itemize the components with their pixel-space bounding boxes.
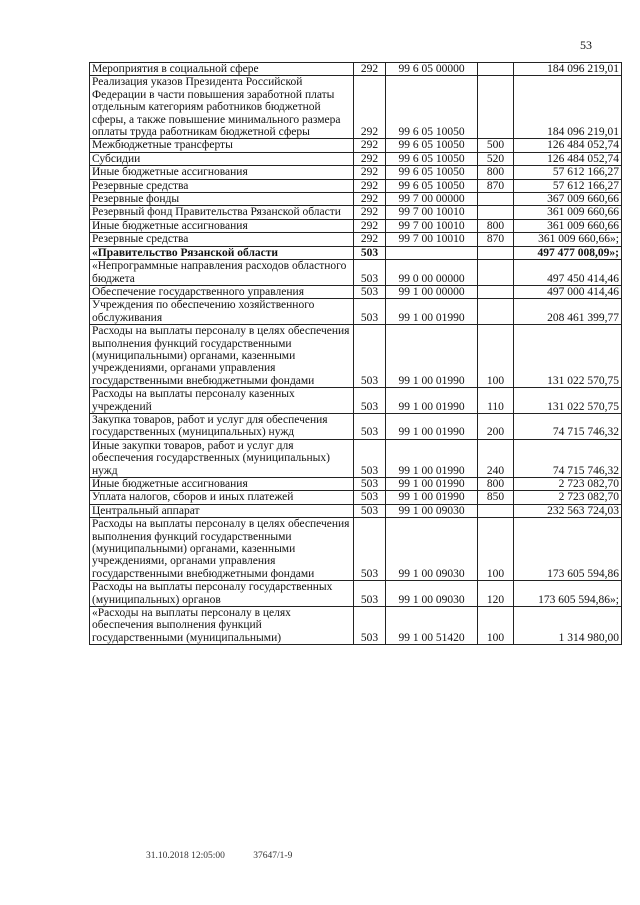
row-name-cell: Резервные фонды bbox=[90, 193, 354, 206]
row-target-article-cell: 99 6 05 10050 bbox=[386, 179, 478, 192]
row-expense-type-cell: 520 bbox=[478, 152, 514, 165]
row-amount-cell: 184 096 219,01 bbox=[514, 63, 622, 76]
row-expense-type-cell: 240 bbox=[478, 439, 514, 477]
row-name-cell: Резервные средства bbox=[90, 233, 354, 246]
table-row bbox=[90, 260, 622, 286]
row-name-cell: Закупка товаров, работ и услуг для обеспечения государственных (муниципальных) нужд bbox=[90, 413, 354, 439]
row-grbs-cell: 503 bbox=[354, 518, 386, 581]
row-grbs-cell: 503 bbox=[354, 607, 386, 645]
row-expense-type-cell: 110 bbox=[478, 388, 514, 414]
row-name-cell: Расходы на выплаты персоналу казенных учреждений bbox=[90, 388, 354, 414]
row-expense-type-cell: 100 bbox=[478, 325, 514, 388]
table-row bbox=[90, 518, 622, 581]
row-grbs-cell: 503 bbox=[354, 388, 386, 414]
row-target-article-cell: 99 1 00 01990 bbox=[386, 491, 478, 504]
row-target-article-cell: 99 1 00 09030 bbox=[386, 518, 478, 581]
table-row bbox=[90, 63, 622, 76]
row-grbs-cell: 292 bbox=[354, 152, 386, 165]
row-target-article-cell: 99 1 00 01990 bbox=[386, 299, 478, 325]
row-grbs-cell: 292 bbox=[354, 193, 386, 206]
row-amount-cell: 2 723 082,70 bbox=[514, 491, 622, 504]
row-target-article-cell: 99 7 00 10010 bbox=[386, 219, 478, 232]
row-name-cell: Иные бюджетные ассигнования bbox=[90, 166, 354, 179]
row-amount-cell: 184 096 219,01 bbox=[514, 76, 622, 139]
budget-table bbox=[89, 62, 622, 645]
row-amount-cell: 232 563 724,03 bbox=[514, 504, 622, 517]
table-row bbox=[90, 152, 622, 165]
row-grbs-cell: 503 bbox=[354, 478, 386, 491]
table-row bbox=[90, 193, 622, 206]
row-amount-cell: 361 009 660,66 bbox=[514, 206, 622, 219]
row-amount-cell: 131 022 570,75 bbox=[514, 388, 622, 414]
row-target-article-cell: 99 1 00 09030 bbox=[386, 581, 478, 607]
row-expense-type-cell bbox=[478, 76, 514, 139]
row-target-article-cell: 99 1 00 01990 bbox=[386, 388, 478, 414]
row-expense-type-cell: 800 bbox=[478, 478, 514, 491]
row-grbs-cell: 503 bbox=[354, 299, 386, 325]
row-name-cell: Уплата налогов, сборов и иных платежей bbox=[90, 491, 354, 504]
table-row bbox=[90, 581, 622, 607]
row-amount-cell: 497 477 008,09»; bbox=[514, 246, 622, 259]
row-target-article-cell: 99 6 05 10050 bbox=[386, 152, 478, 165]
row-amount-cell: 2 723 082,70 bbox=[514, 478, 622, 491]
row-name-cell: Учреждения по обеспечению хозяйственного обслуживания bbox=[90, 299, 354, 325]
table-row bbox=[90, 219, 622, 232]
row-amount-cell: 74 715 746,32 bbox=[514, 439, 622, 477]
row-expense-type-cell bbox=[478, 285, 514, 298]
table-row bbox=[90, 246, 622, 259]
row-name-cell: Расходы на выплаты персоналу в целях обеспечения выполнения функций государственными (муниципальными) органами, казенными учреждениями, органами управления государственными внебюджетными фондами bbox=[90, 325, 354, 388]
row-name-cell: «Непрограммные направления расходов областного бюджета bbox=[90, 260, 354, 286]
row-target-article-cell: 99 7 00 10010 bbox=[386, 206, 478, 219]
row-amount-cell: 497 450 414,46 bbox=[514, 260, 622, 286]
row-name-cell: Иные закупки товаров, работ и услуг для обеспечения государственных (муниципальных) нужд bbox=[90, 439, 354, 477]
row-expense-type-cell bbox=[478, 63, 514, 76]
row-name-cell: Мероприятия в социальной сфере bbox=[90, 63, 354, 76]
row-target-article-cell: 99 1 00 51420 bbox=[386, 607, 478, 645]
row-grbs-cell: 503 bbox=[354, 413, 386, 439]
row-grbs-cell: 292 bbox=[354, 206, 386, 219]
row-amount-cell: 126 484 052,74 bbox=[514, 152, 622, 165]
row-expense-type-cell: 870 bbox=[478, 179, 514, 192]
row-name-cell: Резервный фонд Правительства Рязанской области bbox=[90, 206, 354, 219]
row-grbs-cell: 503 bbox=[354, 260, 386, 286]
row-amount-cell: 497 000 414,46 bbox=[514, 285, 622, 298]
row-expense-type-cell: 870 bbox=[478, 233, 514, 246]
row-grbs-cell: 292 bbox=[354, 139, 386, 152]
row-grbs-cell: 503 bbox=[354, 439, 386, 477]
row-name-cell: Расходы на выплаты персоналу государственных (муниципальных) органов bbox=[90, 581, 354, 607]
row-grbs-cell: 292 bbox=[354, 219, 386, 232]
row-amount-cell: 74 715 746,32 bbox=[514, 413, 622, 439]
row-target-article-cell: 99 1 00 01990 bbox=[386, 413, 478, 439]
row-expense-type-cell: 850 bbox=[478, 491, 514, 504]
row-amount-cell: 57 612 166,27 bbox=[514, 179, 622, 192]
row-target-article-cell bbox=[386, 246, 478, 259]
table-row bbox=[90, 491, 622, 504]
row-name-cell: «Правительство Рязанской области bbox=[90, 246, 354, 259]
row-expense-type-cell bbox=[478, 299, 514, 325]
row-target-article-cell: 99 7 00 00000 bbox=[386, 193, 478, 206]
row-name-cell: Центральный аппарат bbox=[90, 504, 354, 517]
row-amount-cell: 367 009 660,66 bbox=[514, 193, 622, 206]
row-amount-cell: 1 314 980,00 bbox=[514, 607, 622, 645]
row-grbs-cell: 503 bbox=[354, 285, 386, 298]
row-name-cell: Иные бюджетные ассигнования bbox=[90, 219, 354, 232]
row-target-article-cell: 99 7 00 10010 bbox=[386, 233, 478, 246]
row-expense-type-cell bbox=[478, 206, 514, 219]
row-target-article-cell: 99 0 00 00000 bbox=[386, 260, 478, 286]
table-row bbox=[90, 206, 622, 219]
row-expense-type-cell: 100 bbox=[478, 518, 514, 581]
row-expense-type-cell bbox=[478, 260, 514, 286]
table-row bbox=[90, 388, 622, 414]
row-grbs-cell: 503 bbox=[354, 504, 386, 517]
table-row bbox=[90, 504, 622, 517]
row-target-article-cell: 99 1 00 01990 bbox=[386, 478, 478, 491]
row-amount-cell: 126 484 052,74 bbox=[514, 139, 622, 152]
row-target-article-cell: 99 6 05 10050 bbox=[386, 76, 478, 139]
row-expense-type-cell: 800 bbox=[478, 219, 514, 232]
row-name-cell: Расходы на выплаты персоналу в целях обеспечения выполнения функций государственными (муниципальными) органами, казенными учреждениями, органами управления государственными внебюджетными фондами bbox=[90, 518, 354, 581]
table-row bbox=[90, 285, 622, 298]
row-name-cell: «Расходы на выплаты персоналу в целях обеспечения выполнения функций государственными (муниципальными) bbox=[90, 607, 354, 645]
row-name-cell: Субсидии bbox=[90, 152, 354, 165]
table-row bbox=[90, 413, 622, 439]
row-amount-cell: 173 605 594,86 bbox=[514, 518, 622, 581]
row-name-cell: Иные бюджетные ассигнования bbox=[90, 478, 354, 491]
row-target-article-cell: 99 1 00 00000 bbox=[386, 285, 478, 298]
row-amount-cell: 57 612 166,27 bbox=[514, 166, 622, 179]
row-grbs-cell: 292 bbox=[354, 179, 386, 192]
row-amount-cell: 361 009 660,66 bbox=[514, 219, 622, 232]
table-row bbox=[90, 325, 622, 388]
row-expense-type-cell: 120 bbox=[478, 581, 514, 607]
row-target-article-cell: 99 6 05 00000 bbox=[386, 63, 478, 76]
row-expense-type-cell: 100 bbox=[478, 607, 514, 645]
row-expense-type-cell bbox=[478, 246, 514, 259]
row-expense-type-cell bbox=[478, 504, 514, 517]
row-target-article-cell: 99 1 00 09030 bbox=[386, 504, 478, 517]
footer-timestamp: 31.10.2018 12:05:00 bbox=[146, 851, 225, 861]
row-grbs-cell: 292 bbox=[354, 166, 386, 179]
row-grbs-cell: 503 bbox=[354, 246, 386, 259]
row-expense-type-cell: 200 bbox=[478, 413, 514, 439]
row-grbs-cell: 292 bbox=[354, 76, 386, 139]
row-amount-cell: 208 461 399,77 bbox=[514, 299, 622, 325]
row-expense-type-cell: 500 bbox=[478, 139, 514, 152]
row-amount-cell: 361 009 660,66»; bbox=[514, 233, 622, 246]
table-row bbox=[90, 439, 622, 477]
row-grbs-cell: 292 bbox=[354, 63, 386, 76]
row-grbs-cell: 503 bbox=[354, 325, 386, 388]
table-row bbox=[90, 233, 622, 246]
table-row bbox=[90, 607, 622, 645]
page-number: 53 bbox=[580, 38, 592, 52]
row-expense-type-cell: 800 bbox=[478, 166, 514, 179]
table-row bbox=[90, 478, 622, 491]
row-grbs-cell: 503 bbox=[354, 491, 386, 504]
row-target-article-cell: 99 6 05 10050 bbox=[386, 139, 478, 152]
row-target-article-cell: 99 1 00 01990 bbox=[386, 439, 478, 477]
table-row bbox=[90, 299, 622, 325]
row-grbs-cell: 503 bbox=[354, 581, 386, 607]
footer-doc-id: 37647/1-9 bbox=[253, 851, 293, 861]
document-footer bbox=[146, 851, 318, 861]
row-name-cell: Межбюджетные трансферты bbox=[90, 139, 354, 152]
table-row bbox=[90, 76, 622, 139]
budget-table-body bbox=[90, 63, 622, 645]
row-amount-cell: 173 605 594,86»; bbox=[514, 581, 622, 607]
table-row bbox=[90, 139, 622, 152]
row-name-cell: Резервные средства bbox=[90, 179, 354, 192]
row-name-cell: Реализация указов Президента Российской Федерации в части повышения заработной платы отдельным категориям работников бюджетной сферы, а также повышение минимального размера оплаты труда работникам бюджетной сферы bbox=[90, 76, 354, 139]
row-target-article-cell: 99 1 00 01990 bbox=[386, 325, 478, 388]
row-grbs-cell: 292 bbox=[354, 233, 386, 246]
row-target-article-cell: 99 6 05 10050 bbox=[386, 166, 478, 179]
row-amount-cell: 131 022 570,75 bbox=[514, 325, 622, 388]
table-row bbox=[90, 179, 622, 192]
table-row bbox=[90, 166, 622, 179]
row-name-cell: Обеспечение государственного управления bbox=[90, 285, 354, 298]
row-expense-type-cell bbox=[478, 193, 514, 206]
